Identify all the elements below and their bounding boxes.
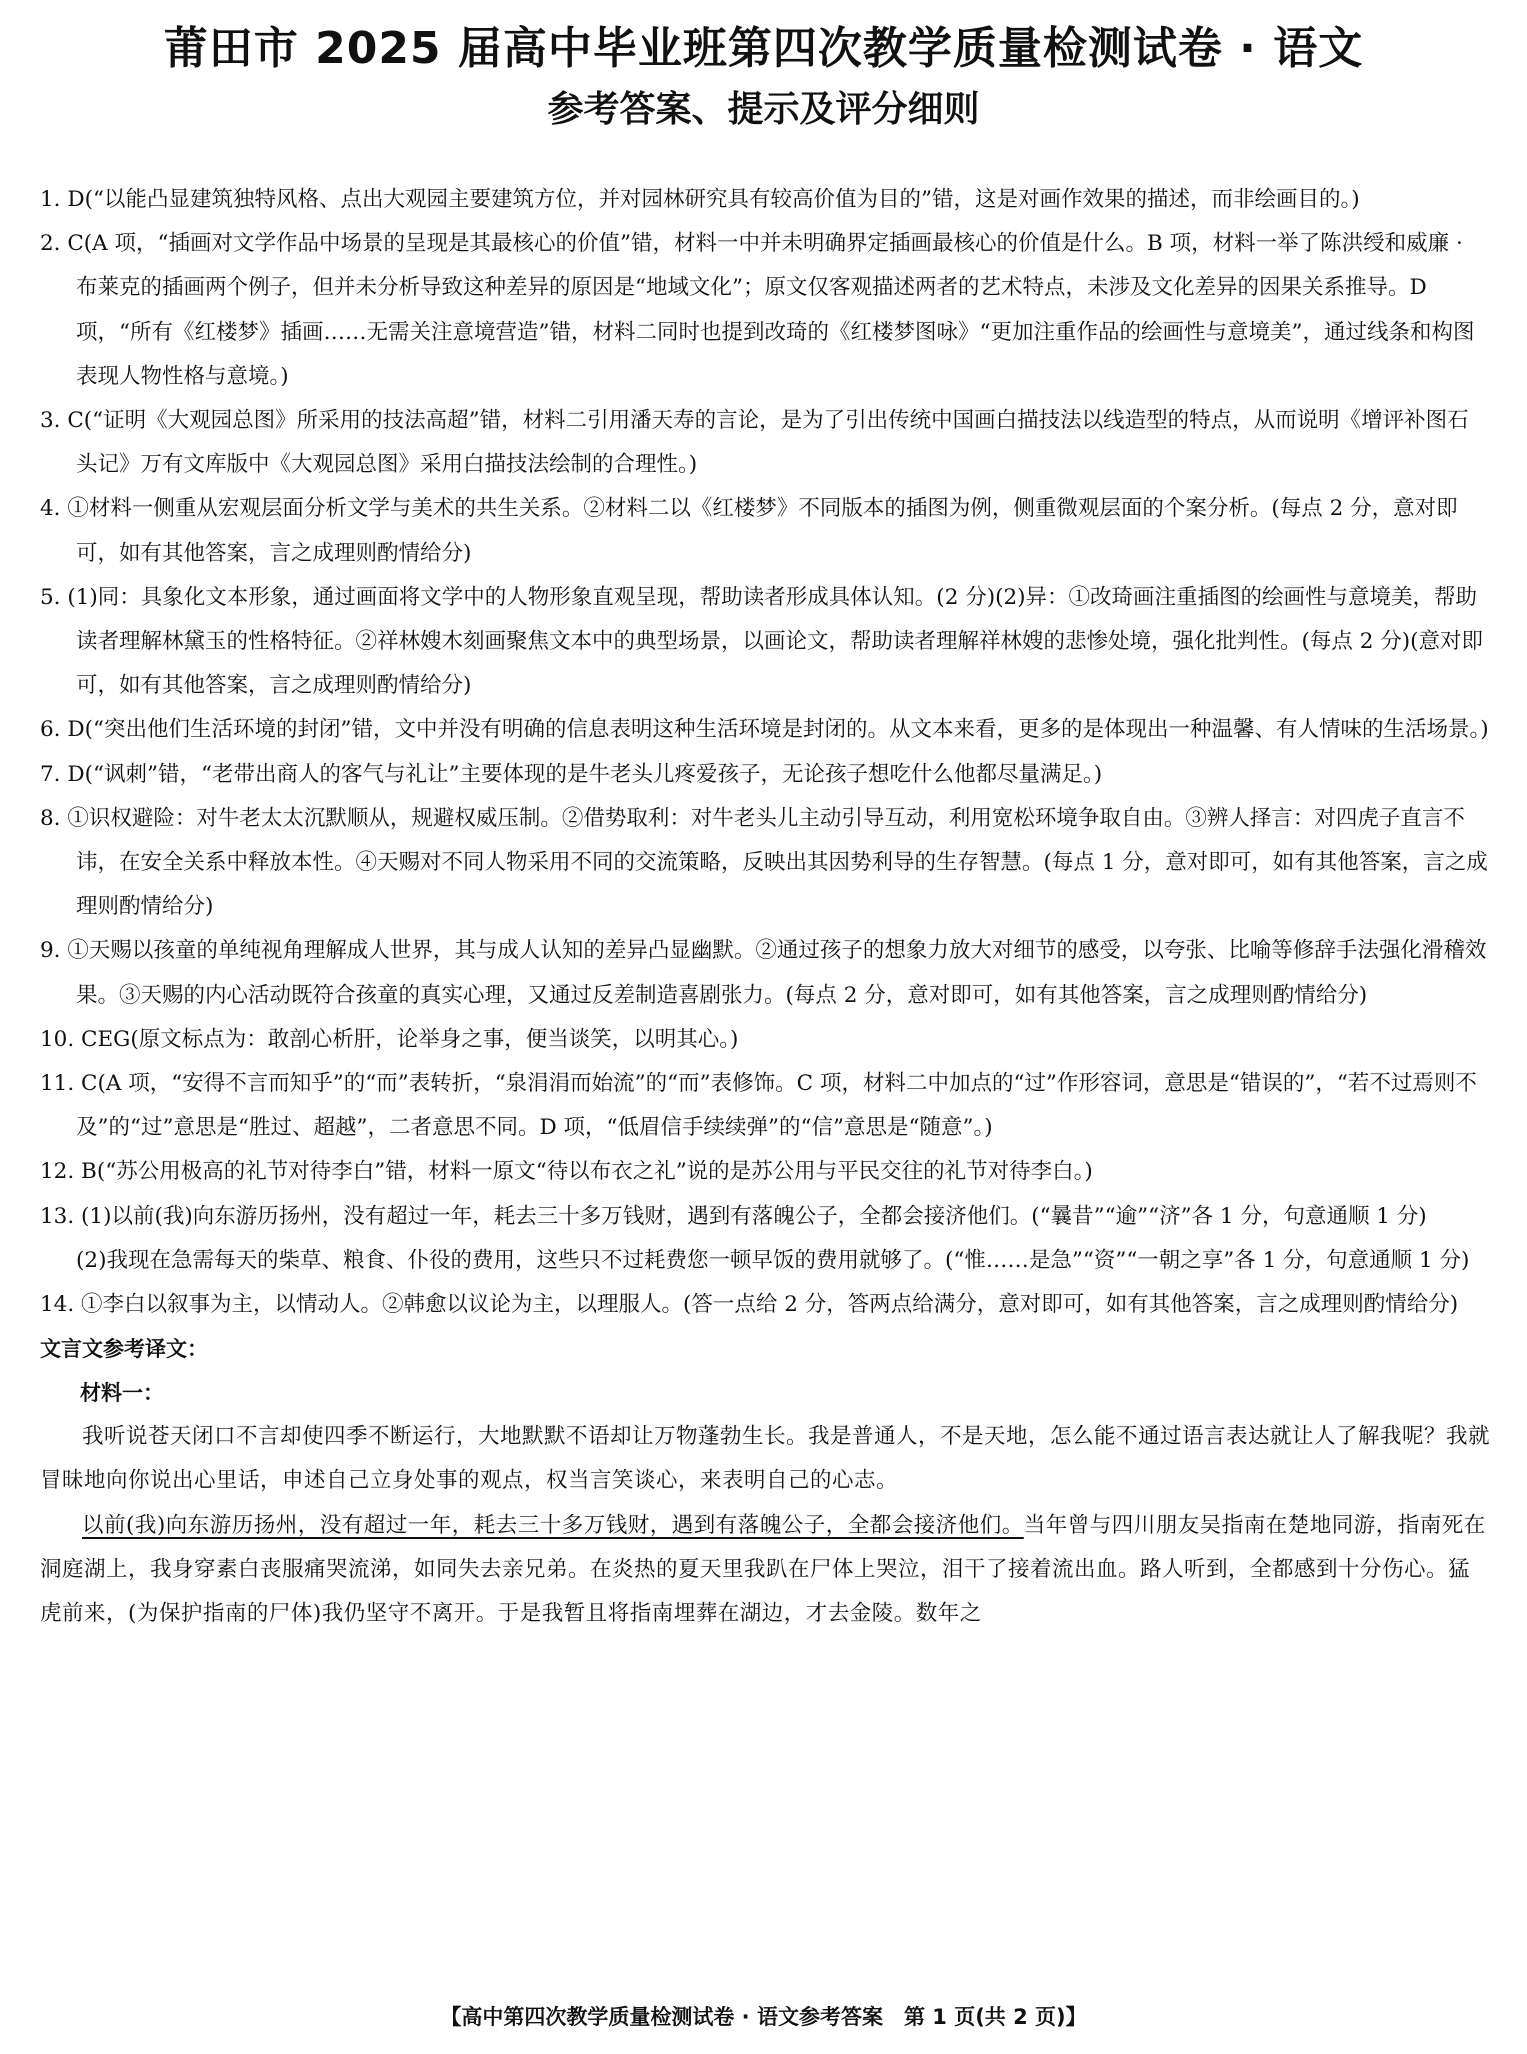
translation-heading: 文言文参考译文： — [40, 1337, 208, 1362]
page-title: 莆田市 2025 届高中毕业班第四次教学质量检测试卷 · 语文 — [163, 23, 1364, 74]
material-label: 材料一： — [80, 1381, 164, 1406]
answer-item: 8. ①识权避险：对牛老太太沉默顺从，规避权威压制。②借势取利：对牛老头儿主动引导互动，利用宽松环境争取自由。③辨人择言：对四虎子直言不讳，在安全关系中释放本性。④天赐对不同人物采用不同的交流策略，反映出其因势利导的生存智慧。(每点 1 分，意对即可，如有其他答案，言之成理则酌情给分) — [40, 805, 1488, 920]
answer-item: 2. C(A 项，“插画对文学作品中场景的呈现是其最核心的价值”错，材料一中并未明确界定插画最核心的价值是什么。B 项，材料一举了陈洪绶和威廉 · 布莱克的插画两个例子，但并未分析导致这种差异的原因是“地域文化”；原文仅客观描述两者的艺术特点，未涉及文化差异的因果关系推导。D 项，“所有《红楼梦》插画……无需关注意境营造”错，材料二同时也提到改琦的《红楼梦图咏》“更加注重作品的绘画性与意境美”，通过线条和构图表现人物性格与意境。) — [40, 231, 1475, 389]
answer-item: 9. ①天赐以孩童的单纯视角理解成人世界，其与成人认知的差异凸显幽默。②通过孩子的想象力放大对细节的感受，以夸张、比喻等修辞手法强化滑稽效果。③天赐的内心活动既符合孩童的真实心理，又通过反差制造喜剧张力。(每点 2 分，意对即可，如有其他答案，言之成理则酌情给分) — [40, 938, 1487, 1008]
translation-paragraph-2 — [40, 1504, 1490, 1637]
answer-item: 5. (1)同：具象化文本形象，通过画面将文学中的人物形象直观呈现，帮助读者形成具体认知。(2 分)(2)异：①改琦画注重插图的绘画性与意境美，帮助读者理解林黛玉的性格特征。②祥林嫂木刻画聚焦文本中的典型场景，以画论文，帮助读者理解祥林嫂的悲惨处境，强化批判性。(每点 2 分)(意对即可，如有其他答案，言之成理则酌情给分) — [40, 584, 1484, 699]
page-footer: 【高中第四次教学质量检测试卷 · 语文参考答案 第 1 页(共 2 页)】 — [440, 2005, 1087, 2029]
answer-item: 14. ①李白以叙事为主，以情动人。②韩愈以议论为主，以理服人。(答一点给 2 分，答两点给满分，意对即可，如有其他答案，言之成理则酌情给分) — [40, 1292, 1459, 1318]
page-subtitle: 参考答案、提示及评分细则 — [547, 89, 980, 130]
underlined-sentence: 以前(我)向东游历扬州，没有超过一年，耗去三十多万钱财，遇到有落魄公子，全都会接济他们。 — [82, 1512, 1024, 1538]
answer-item: 10. CEG(原文标点为：敢剖心析肝，论举身之事，便当谈笑，以明其心。) — [40, 1026, 739, 1052]
answer-item: 4. ①材料一侧重从宏观层面分析文学与美术的共生关系。②材料二以《红楼梦》不同版本的插图为例，侧重微观层面的个案分析。(每点 2 分，意对即可，如有其他答案，言之成理则酌情给分) — [40, 496, 1458, 566]
answer-item: (2)我现在急需每天的柴草、粮食、仆役的费用，这些只不过耗费您一顿早饭的费用就够了。(“惟……是急”“资”“一朝之享”各 1 分，句意通顺 1 分) — [76, 1247, 1470, 1273]
translation-paragraph-1: 我听说苍天闭口不言却使四季不断运行，大地默默不语却让万物蓬勃生长。我是普通人，不是天地，怎么能不通过语言表达就让人了解我呢？我就冒昧地向你说出心里话，申述自己立身处事的观点，权当言笑谈心，来表明自己的心志。 — [40, 1424, 1491, 1494]
answer-item: 13. (1)以前(我)向东游历扬州，没有超过一年，耗去三十多万钱财，遇到有落魄公子，全都会接济他们。(“曩昔”“逾”“济”各 1 分，句意通顺 1 分) — [40, 1203, 1427, 1229]
answer-item: 11. C(A 项，“安得不言而知乎”的“而”表转折，“泉涓涓而始流”的“而”表修饰。C 项，材料二中加点的“过”作形容词，意思是“错误的”，“若不过焉则不及”的“过”意思是“胜过、超越”，二者意思不同。D 项，“低眉信手续续弹”的“信”意思是“随意”。) — [40, 1071, 1477, 1141]
answer-item: 6. D(“突出他们生活环境的封闭”错，文中并没有明确的信息表明这种生活环境是封闭的。从文本来看，更多的是体现出一种温馨、有人情味的生活场景。) — [40, 717, 1489, 743]
answer-item: 1. D(“以能凸显建筑独特风格、点出大观园主要建筑方位，并对园林研究具有较高价值为目的”错，这是对画作效果的描述，而非绘画目的。) — [40, 187, 1360, 212]
answer-list — [40, 178, 1490, 1327]
answer-item: 3. C(“证明《大观园总图》所采用的技法高超”错，材料二引用潘天寿的言论，是为了引出传统中国画白描技法以线造型的特点，从而说明《增评补图石头记》万有文库版中《大观园总图》采用白描技法绘制的合理性。) — [40, 408, 1469, 478]
answer-item: 12. B(“苏公用极高的礼节对待李白”错，材料一原文“待以布衣之礼”说的是苏公用与平民交往的礼节对待李白。) — [40, 1159, 1093, 1185]
translation-continuation: 当年曾与四川朋友吴指南在楚地同游，指南死在洞庭湖上，我身穿素白丧服痛哭流涕，如同失去亲兄弟。在炎热的夏天里我趴在尸体上哭泣，泪干了接着流出血。路人听到，全都感到十分伤心。猛虎前来，(为保护指南的尸体)我仍坚守不离开。于是我暂且将指南埋葬在湖边，才去金陵。数年之 — [40, 1512, 1486, 1627]
answer-content — [40, 178, 1490, 1636]
answer-item: 7. D(“讽刺”错，“老带出商人的客气与礼让”主要体现的是牛老头儿疼爱孩子，无论孩子想吃什么他都尽量满足。) — [40, 761, 1103, 787]
